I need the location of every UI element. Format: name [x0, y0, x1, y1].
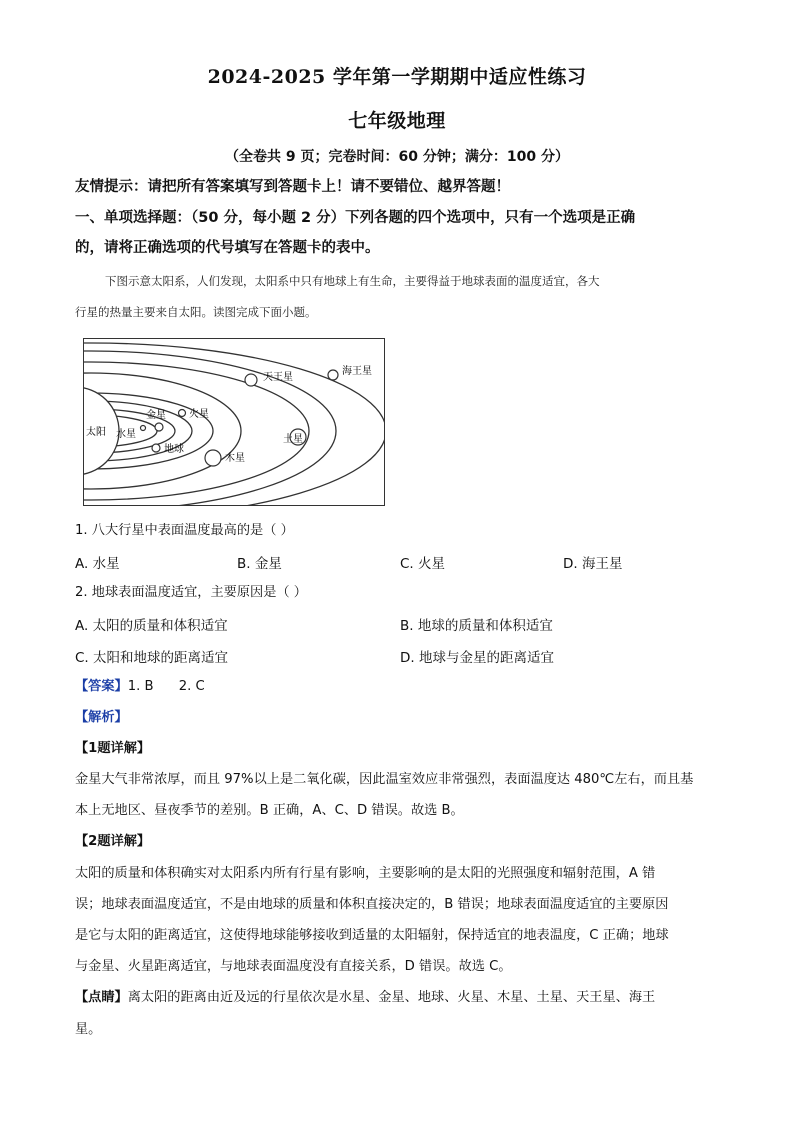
detail2-heading	[75, 832, 725, 852]
section-heading-line2: 的，请将正确选项的代号填写在答题卡的表中。	[75, 240, 380, 256]
detail2-line3: 是它与太阳的距离适宜，这使得地球能够接收到适量的太阳辐射，保持适宜的地表温度，C 正确；地球	[75, 928, 669, 943]
label-sun: 太阳	[86, 427, 106, 438]
label-venus: 金星	[146, 410, 166, 421]
q1-stem: 1. 八大行星中表面温度最高的是（ ）	[75, 523, 294, 538]
q2-option-a: A. 太阳的质量和体积适宜	[75, 618, 228, 634]
planet-venus	[155, 423, 163, 431]
label-mars: 火星	[189, 409, 209, 420]
q1-option-d: D. 海王星	[563, 556, 623, 572]
q2-stem: 2. 地球表面温度适宜，主要原因是（ ）	[75, 585, 307, 600]
planet-jupiter	[205, 450, 221, 466]
analysis-line	[75, 708, 725, 728]
label-mercury: 水星	[116, 429, 136, 440]
detail2-line2: 误；地球表面温度适宜，不是由地球的质量和体积直接决定的，B 错误；地球表面温度适宜的主要原因	[75, 897, 669, 912]
answer-line	[75, 677, 725, 697]
note-tag: 【点睛】	[75, 990, 128, 1005]
planet-uranus	[245, 374, 257, 386]
planet-neptune	[328, 370, 338, 380]
detail1-line1: 金星大气非常浓厚，而且 97%以上是二氧化碳，因此温室效应非常强烈，表面温度达 480℃左右，而且基	[75, 772, 694, 787]
label-jupiter: 木星	[225, 453, 245, 464]
solar-system-diagram	[83, 338, 385, 506]
q2-option-c: C. 太阳和地球的距离适宜	[75, 650, 229, 666]
answer-text: 1. B 2. C	[127, 679, 205, 694]
planet-earth	[152, 444, 160, 452]
label-earth: 地球	[164, 444, 184, 455]
label-saturn: 土星	[283, 434, 303, 445]
intro-line1: 下图示意太阳系，人们发现，太阳系中只有地球上有生命，主要得益于地球表面的温度适宜，各大	[105, 274, 600, 288]
analysis-tag: 【解析】	[75, 710, 128, 725]
friendly-tip: 友情提示：请把所有答案填写到答题卡上！请不要错位、越界答题！	[75, 179, 510, 195]
q1-option-a: A. 水星	[75, 556, 120, 572]
note-text-line1: 离太阳的距离由近及远的行星依次是水星、金星、地球、火星、木星、土星、天王星、海王	[127, 990, 656, 1005]
note-line2: 星。	[75, 1022, 102, 1037]
solar-system-figure	[83, 338, 385, 506]
label-uranus: 天王星	[263, 372, 293, 383]
detail2-line4: 与金星、火星距离适宜，与地球表面温度没有直接关系，D 错误。故选 C。	[75, 959, 512, 974]
section-heading-line1: 一、单项选择题：（50 分，每小题 2 分）下列各题的四个选项中，只有一个选项是正确	[75, 210, 636, 226]
note-line1	[75, 988, 725, 1008]
planet-mars	[179, 410, 186, 417]
planet-mercury	[141, 426, 146, 431]
label-neptune: 海王星	[342, 366, 372, 377]
q1-option-b: B. 金星	[237, 556, 282, 572]
q1-option-c: C. 火星	[400, 556, 446, 572]
q2-option-d: D. 地球与金星的距离适宜	[400, 650, 554, 666]
exam-subject: 七年级地理	[348, 110, 446, 132]
exam-info: （全卷共 9 页；完卷时间：60 分钟；满分：100 分）	[225, 149, 569, 165]
detail1-tag: 【1题详解】	[75, 741, 151, 756]
detail1-heading	[75, 739, 725, 759]
detail2-tag: 【2题详解】	[75, 834, 151, 849]
intro-line2: 行星的热量主要来自太阳。读图完成下面小题。	[75, 305, 317, 319]
q2-option-b: B. 地球的质量和体积适宜	[400, 618, 553, 634]
detail1-line2: 本上无地区、昼夜季节的差别。B 正确，A、C、D 错误。故选 B。	[75, 803, 464, 818]
detail2-line1: 太阳的质量和体积确实对太阳系内所有行星有影响，主要影响的是太阳的光照强度和辐射范围，A 错	[75, 866, 656, 881]
exam-title: 2024-2025 学年第一学期期中适应性练习	[207, 66, 587, 88]
answer-tag: 【答案】	[75, 679, 128, 694]
